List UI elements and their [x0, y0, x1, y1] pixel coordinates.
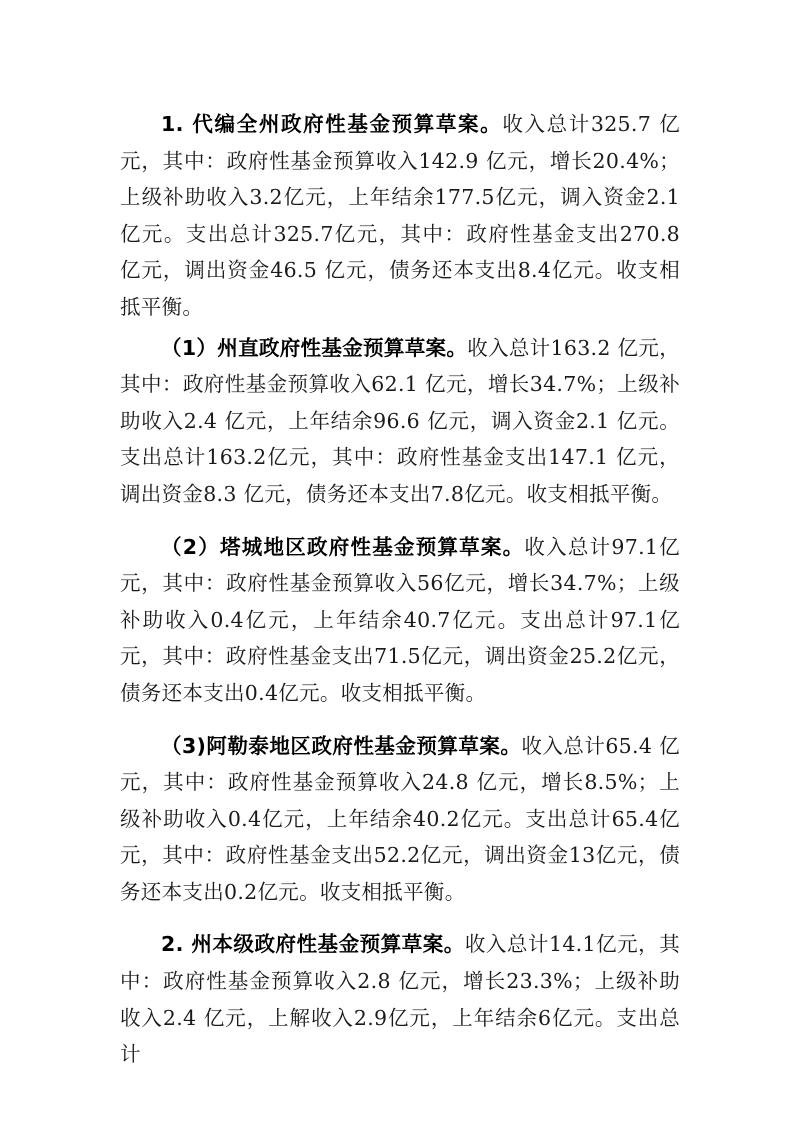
- document-body: [120, 106, 680, 1073]
- paragraph-text: 收入总计14.1亿元，其中：政府性基金预算收入2.8 亿元，增长23.3%；上级补助收入2.4 亿元，上解收入2.9亿元，上年结余6亿元。支出总计: [120, 932, 680, 1067]
- paragraph-heading: （1）州直政府性基金预算草案。: [161, 335, 468, 360]
- paragraph-heading: 2. 州本级政府性基金预算草案。: [161, 932, 465, 957]
- paragraph-text: 收入总计325.7 亿元，其中：政府性基金预算收入142.9 亿元，增长20.4%；上级补助收入3.2亿元，上年结余177.5亿元，调入资金2.1亿元。支出总计325.7亿元，其中：政府性基金支出270.8 亿元，调出资金46.5 亿元，债务还本支出8.4亿元。收支相抵平衡。: [120, 112, 680, 319]
- paragraph-heading: （2）塔城地区政府性基金预算草案。: [161, 534, 525, 559]
- paragraph-prefecture-level-fund-budget: [120, 926, 680, 1072]
- paragraph-prefecture-fund-budget: [120, 106, 680, 326]
- paragraph-text: 收入总计65.4 亿元，其中：政府性基金预算收入24.8 亿元，增长8.5%；上级补助收入0.4亿元，上年结余40.2亿元。支出总计65.4亿元，其中：政府性基金支出52.2亿元，调出资金13亿元，债务还本支出0.2亿元。收支相抵平衡。: [120, 733, 680, 904]
- paragraph-heading: （3)阿勒泰地区政府性基金预算草案。: [161, 733, 522, 758]
- paragraph-text: 收入总计163.2 亿元，其中：政府性基金预算收入62.1 亿元，增长34.7%；上级补助收入2.4 亿元，上年结余96.6 亿元，调入资金2.1 亿元。支出总计163.2亿元，其中：政府性基金支出147.1 亿元，调出资金8.3 亿元，债务还本支出7.8亿元。收支相抵平衡。: [120, 335, 681, 506]
- paragraph-altay-fund-budget: [120, 728, 680, 911]
- paragraph-text: 收入总计97.1亿元，其中：政府性基金预算收入56亿元，增长34.7%；上级补助收入0.4亿元，上年结余40.7亿元。支出总计97.1亿元，其中：政府性基金支出71.5亿元，调出资金25.2亿元，债务还本支出0.4亿元。收支相抵平衡。: [120, 534, 680, 705]
- paragraph-prefecture-direct-fund-budget: [120, 330, 680, 513]
- paragraph-tacheng-fund-budget: [120, 529, 680, 712]
- paragraph-heading: 1. 代编全州政府性基金预算草案。: [161, 112, 503, 136]
